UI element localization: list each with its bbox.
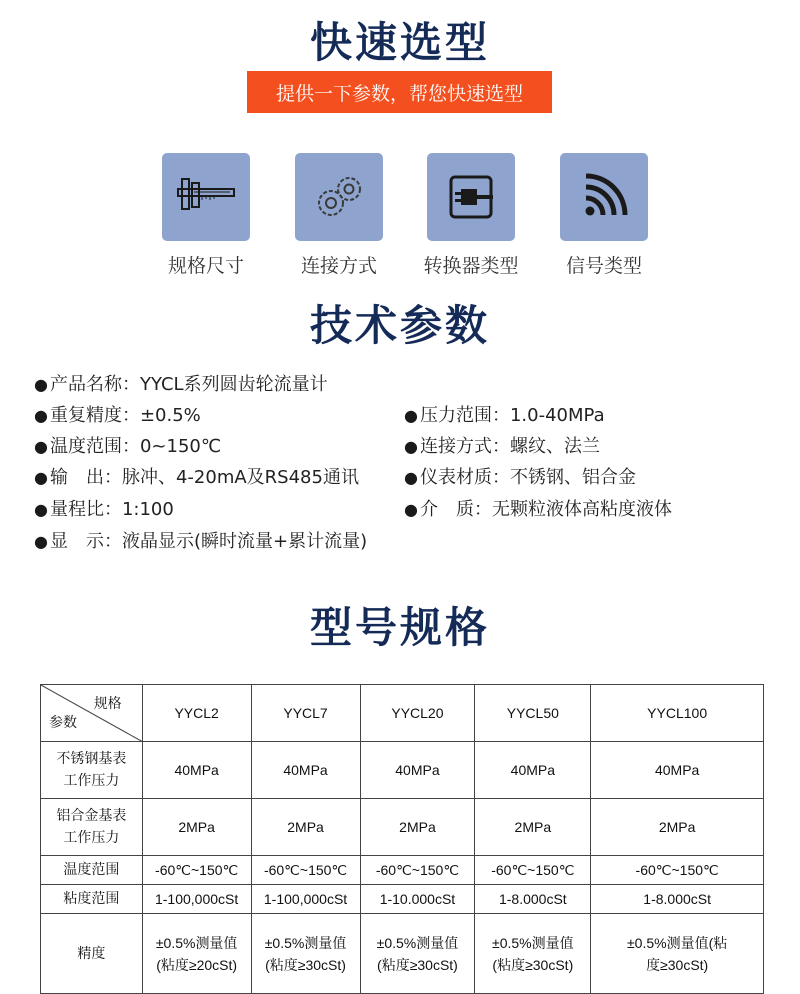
spec-text: 产品名称：YYCL系列圆齿轮流量计 [49,374,328,395]
table-cell: 2MPa [142,799,251,856]
spec-item [34,463,359,489]
table-cell: ±0.5%测量值 (粘度≥20cSt) [142,914,251,994]
table-cell: ±0.5%测量值 (粘度≥30cSt) [360,914,475,994]
model-header: YYCL7 [251,685,360,742]
signal-icon [572,165,636,229]
model-spec-table [40,684,764,994]
model-header: YYCL20 [360,685,475,742]
tech-params-title: 技术参数 [309,301,490,350]
spec-item [34,432,221,458]
bullet-icon: ● [34,532,48,551]
select-size[interactable] [146,153,266,278]
spec-text: 显 示：液晶显示(瞬时流量+累计流量) [49,531,368,552]
table-cell: ±0.5%测量值 (粘度≥30cSt) [251,914,360,994]
table-row [41,914,764,994]
spec-item [34,401,201,427]
spec-item [34,527,367,553]
table-cell: -60℃~150℃ [360,856,475,885]
bullet-icon: ● [404,500,418,519]
row-label: 铝合金基表 工作压力 [41,799,143,856]
spec-item [404,401,605,427]
model-spec-title: 型号规格 [309,603,490,652]
row-label: 温度范围 [41,856,143,885]
row-label: 粘度范围 [41,885,143,914]
spec-text: 介 质：无颗粒液体高粘度液体 [419,499,672,520]
table-cell: -60℃~150℃ [591,856,764,885]
table-cell: 1-8.000cSt [591,885,764,914]
table-cell: 1-100,000cSt [142,885,251,914]
bullet-icon: ● [404,468,418,487]
model-header: YYCL50 [475,685,591,742]
table-cell: -60℃~150℃ [142,856,251,885]
plug-icon [439,165,503,229]
bullet-icon: ● [34,500,48,519]
table-header-row [41,685,764,742]
spec-item [404,432,600,458]
table-cell: 40MPa [475,742,591,799]
select-converter-tile[interactable] [427,153,515,241]
select-signal[interactable] [544,153,664,278]
bullet-icon: ● [34,437,48,456]
table-cell: 40MPa [591,742,764,799]
spec-text: 压力范围：1.0-40MPa [419,405,605,426]
table-cell: 2MPa [251,799,360,856]
model-header: YYCL100 [591,685,764,742]
row-label: 精度 [41,914,143,994]
table-row [41,742,764,799]
table-cell: 40MPa [251,742,360,799]
select-connection[interactable] [279,153,399,278]
select-signal-tile[interactable] [560,153,648,241]
table-cell: 1-8.000cSt [475,885,591,914]
select-size-label: 规格尺寸 [167,255,244,277]
bullet-icon: ● [34,375,48,394]
bullet-icon: ● [34,468,48,487]
spec-text: 输 出：脉冲、4-20mA及RS485通讯 [49,467,359,488]
select-signal-label: 信号类型 [565,255,642,277]
bullet-icon: ● [34,406,48,425]
spec-item [404,495,672,521]
table-cell: -60℃~150℃ [475,856,591,885]
table-row [41,799,764,856]
banner-text: 提供一下参数，帮您快速选型 [275,82,523,105]
corner-label-spec: 规格 [93,696,122,712]
spec-text: 仪表材质：不锈钢、铝合金 [419,467,636,488]
corner-label-param: 参数 [49,715,77,731]
bullet-icon: ● [404,406,418,425]
table-cell: ±0.5%测量值 (粘度≥30cSt) [475,914,591,994]
table-cell: ±0.5%测量值(粘 度≥30cSt) [591,914,764,994]
select-converter-label: 转换器类型 [423,255,519,277]
table-cell: 1-10.000cSt [360,885,475,914]
table-row [41,885,764,914]
table-cell: 2MPa [475,799,591,856]
quick-select-title: 快速选型 [309,18,490,67]
select-connection-tile[interactable] [295,153,383,241]
table-cell: 2MPa [591,799,764,856]
select-connection-label: 连接方式 [300,255,377,277]
select-size-tile[interactable] [162,153,250,241]
spec-item [404,463,636,489]
table-corner-cell [41,685,143,742]
spec-text: 温度范围：0~150℃ [49,436,222,457]
table-cell: 1-100,000cSt [251,885,360,914]
spec-item [34,370,328,396]
spec-text: 量程比：1:100 [49,499,174,520]
spec-text: 连接方式：螺纹、法兰 [419,436,600,457]
table-row [41,856,764,885]
gears-icon [307,165,371,229]
model-header: YYCL2 [142,685,251,742]
row-label: 不锈钢基表 工作压力 [41,742,143,799]
bullet-icon: ● [404,437,418,456]
table-cell: 40MPa [142,742,251,799]
spec-item [34,495,174,521]
table-cell: -60℃~150℃ [251,856,360,885]
caliper-icon [174,165,238,229]
spec-text: 重复精度：±0.5% [49,405,201,426]
table-cell: 2MPa [360,799,475,856]
quick-select-banner [247,71,552,113]
select-converter[interactable] [411,153,531,278]
table-cell: 40MPa [360,742,475,799]
